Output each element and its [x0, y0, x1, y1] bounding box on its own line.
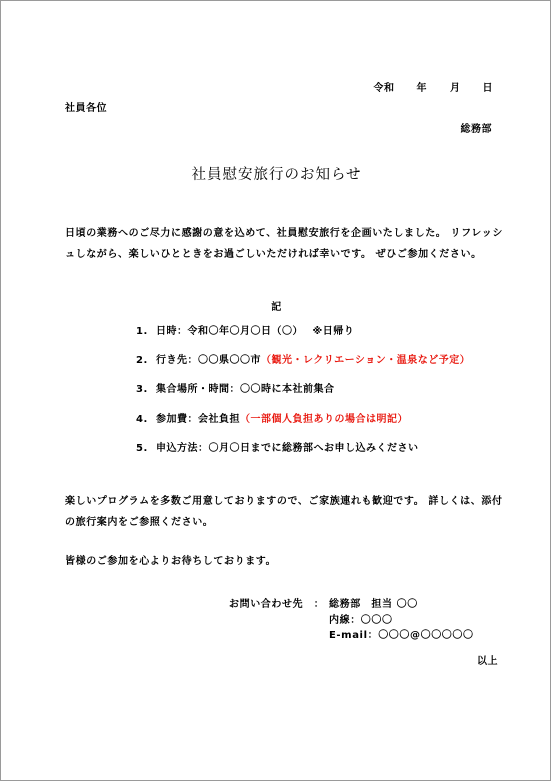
item-number: 2. — [136, 355, 148, 367]
item-note: （観光・レクリエーション・温泉など予定） — [261, 355, 471, 367]
date-era: 令和 — [373, 83, 395, 94]
addressee: 社員各位 — [65, 103, 107, 114]
date-month: 月 — [450, 83, 461, 94]
intro-paragraph: 日頃の業務へのご尽力に感謝の意を込めて、社員慰安旅行を企画いたしました。 リフレッシュしながら、楽しいひとときをお過ごしいただければ幸いです。 ぜひご参加ください。 — [65, 228, 503, 260]
list-item — [136, 325, 470, 354]
issue-date — [374, 82, 494, 95]
item-text: 日時：令和〇年〇月〇日（〇） ※日帰り — [156, 326, 355, 337]
item-note: （一部個人負担ありの場合は明記） — [240, 413, 408, 425]
closing-paragraph: 皆様のご参加を心よりお待ちしております。 — [65, 556, 277, 567]
program-paragraph: 楽しいプログラムを多数ご用意しておりますので、ご家族連れも歓迎です。 詳しくは、添付の旅行案内をご参照ください。 — [65, 496, 503, 528]
item-text: 参加費：会社負担 — [156, 413, 240, 425]
date-year: 年 — [416, 83, 427, 94]
sender-department: 総務部 — [460, 124, 492, 135]
ki-heading: 記 — [271, 302, 282, 313]
contact-email: E-mail：〇〇〇@〇〇〇〇〇 — [329, 630, 474, 641]
item-text: 行き先：〇〇県〇〇市 — [156, 355, 261, 367]
date-day: 日 — [482, 83, 493, 94]
item-number: 3. — [136, 384, 148, 396]
list-item — [136, 413, 470, 442]
document-title: 社員慰安旅行のお知らせ — [191, 167, 362, 183]
item-text: 集合場所・時間：〇〇時に本社前集合 — [156, 384, 335, 396]
item-number: 5. — [136, 442, 148, 454]
list-item — [136, 354, 470, 383]
list-item — [136, 442, 470, 471]
contact-extension: 内線：〇〇〇 — [329, 614, 393, 626]
item-text: 申込方法：〇月〇日までに総務部へお申し込みください — [156, 442, 419, 454]
list-item — [136, 383, 470, 412]
details-list — [136, 325, 470, 471]
item-number: 4. — [136, 413, 148, 425]
closing-mark: 以上 — [477, 656, 498, 667]
contact-block — [229, 597, 474, 644]
item-number: 1. — [136, 326, 148, 337]
contact-department: 総務部 担当 〇〇 — [329, 599, 418, 610]
contact-label: お問い合わせ先 ： — [229, 599, 325, 610]
